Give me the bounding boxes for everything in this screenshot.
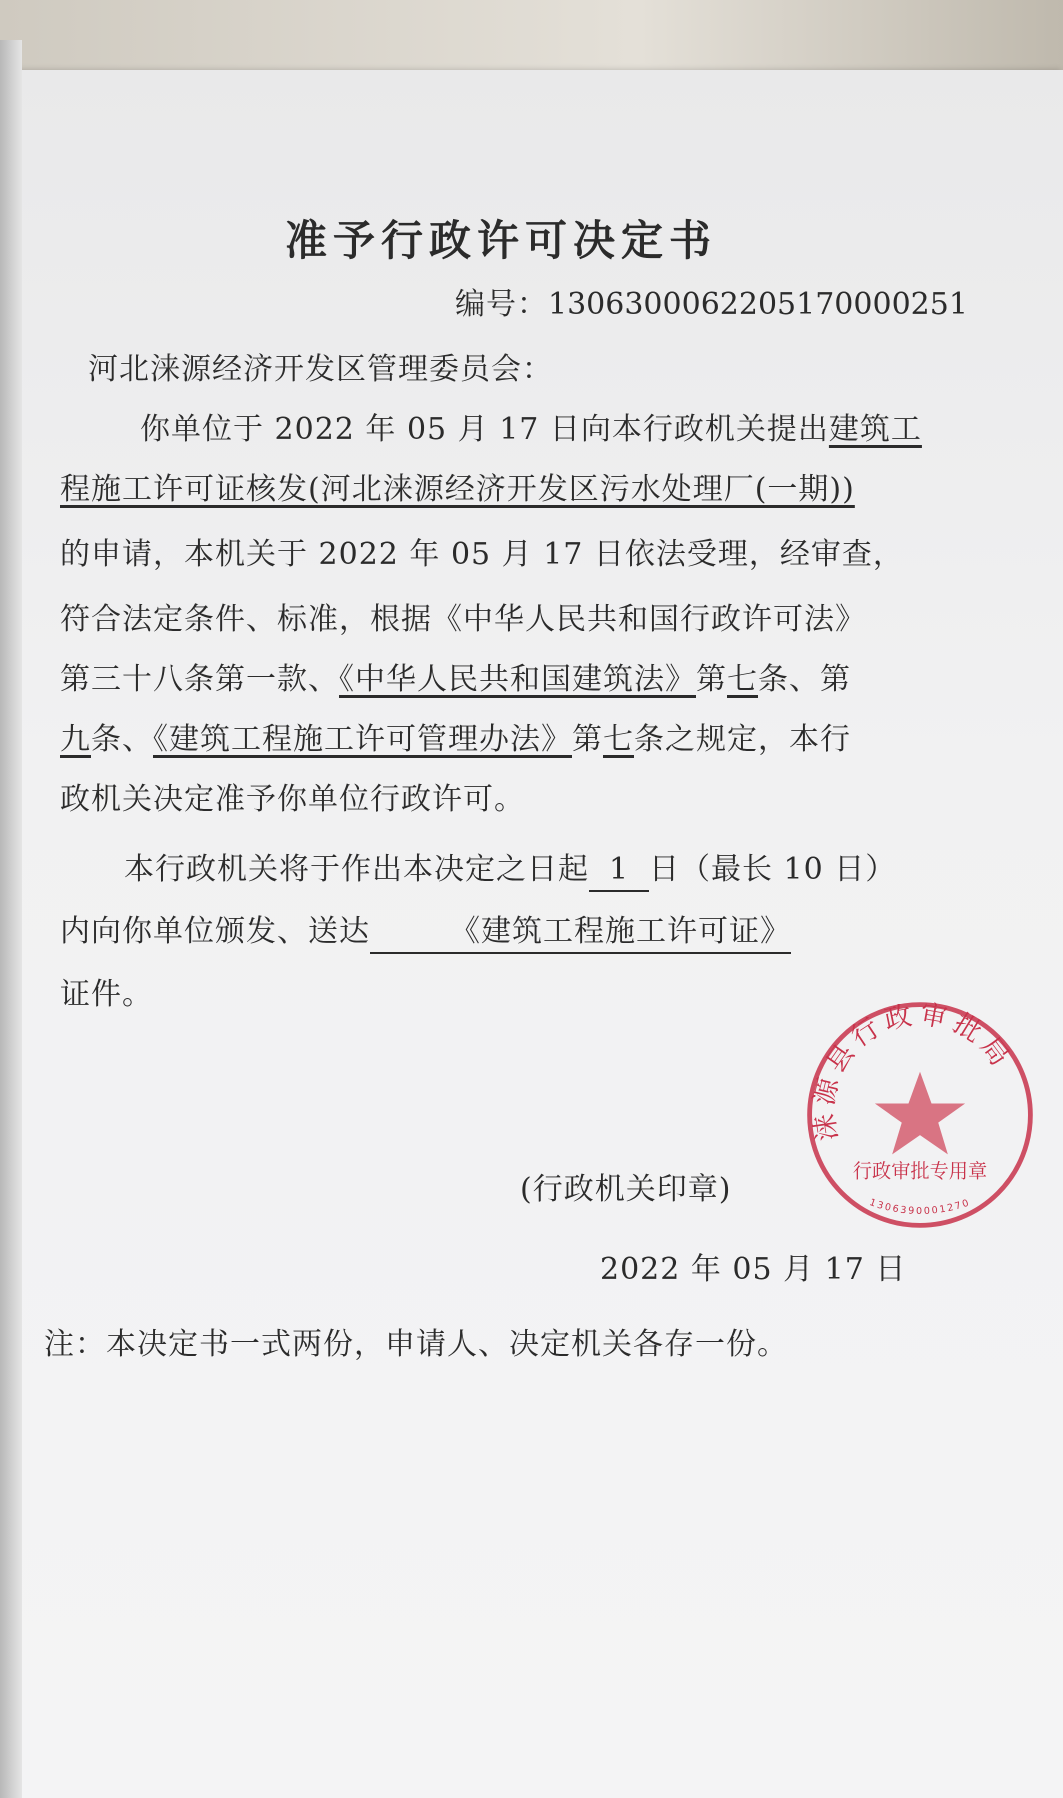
text: 第	[572, 722, 603, 757]
seal-star-icon	[875, 1072, 965, 1155]
project-name: 程施工许可证核发(河北涞源经济开发区污水处理厂(一期))	[60, 472, 855, 507]
article-number: 九	[60, 722, 91, 757]
text: 条、	[91, 722, 153, 757]
article-number: 七	[727, 662, 758, 697]
certificate-name: 《建筑工程施工许可证》	[370, 912, 791, 954]
official-seal	[800, 995, 1040, 1235]
text: 第三十八条第一款、	[60, 662, 339, 697]
issue-date: 2022 年 05 月 17 日	[600, 1252, 907, 1287]
text: 条之规定，本行	[634, 722, 851, 757]
text: 你单位于 2022 年 05 月 17 日向本行政机关提出	[140, 412, 829, 447]
document-number	[455, 285, 968, 325]
para2-line3: 证件。	[60, 977, 153, 1012]
number-value: 1306300062205170000251	[548, 287, 968, 322]
page-edge	[0, 40, 22, 1798]
text: 条、第	[758, 662, 851, 697]
para1-line4: 符合法定条件、标准，根据《中华人民共和国行政许可法》	[60, 602, 866, 637]
seal-code: 1306390001270	[867, 1197, 973, 1217]
para1-line5	[60, 660, 851, 700]
article-number: 七	[603, 722, 634, 757]
text: 日（最长 10 日）	[649, 852, 897, 887]
text: 内向你单位颁发、送达	[60, 914, 370, 949]
number-label: 编号：	[455, 287, 548, 322]
underlined-text: 建筑工	[828, 412, 922, 447]
para1-line6	[60, 720, 851, 760]
para1-line7: 政机关决定准予你单位行政许可。	[60, 782, 525, 817]
document-title: 准予行政许可决定书	[285, 216, 718, 265]
para1-line2	[60, 470, 855, 510]
para1-line3: 的申请，本机关于 2022 年 05 月 17 日依法受理，经审查，	[60, 537, 904, 572]
addressee: 河北涞源经济开发区管理委员会：	[88, 352, 553, 387]
seal-bottom-text: 行政审批专用章	[852, 1159, 988, 1183]
seal-top-text: 涞源县行政审批局	[808, 999, 1019, 1143]
text: 本行政机关将于作出本决定之日起	[124, 852, 589, 887]
para2-line1	[124, 850, 896, 892]
para2-line2	[60, 912, 791, 954]
note: 注：本决定书一式两份，申请人、决定机关各存一份。	[44, 1327, 788, 1362]
law-name: 《中华人民共和国建筑法》	[339, 662, 696, 697]
text: 第	[696, 662, 727, 697]
regulation-name: 《建筑工程施工许可管理办法》	[153, 722, 572, 757]
para1-line1	[140, 410, 922, 450]
seal-placeholder: (行政机关印章)	[520, 1172, 732, 1207]
days-value: 1	[589, 850, 649, 892]
